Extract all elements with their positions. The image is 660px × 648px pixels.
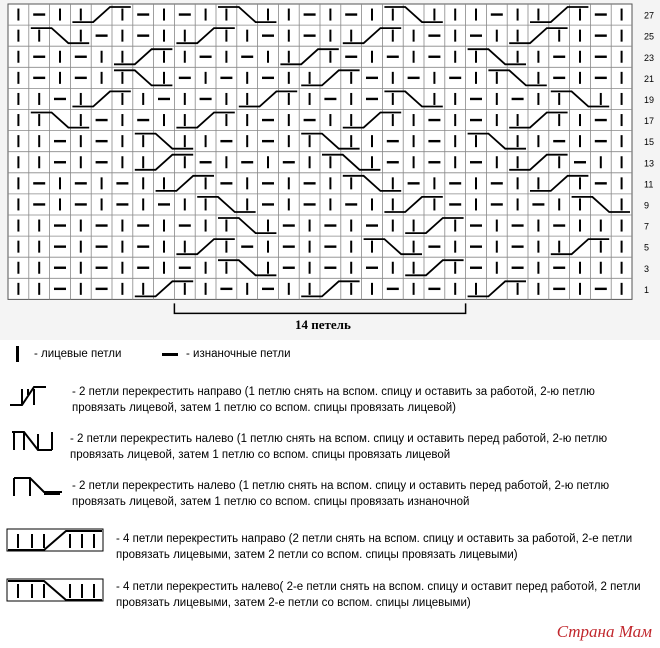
- legend-item-4-text: - 4 петли перекрестить направо (2 петли снять на вспом. спицу и оставить за работой, 2-е петли провязать лицевыми, затем 2 петли со вспом. спицы провязать лицевыми): [116, 533, 633, 561]
- repeat-bracket: [174, 303, 465, 313]
- cross-2-right-icon: [8, 381, 48, 414]
- row-number: 7: [644, 221, 650, 232]
- row-number: 9: [644, 200, 650, 211]
- purl-stitch-icon: [162, 353, 178, 356]
- width-label: 14 петель: [295, 317, 351, 332]
- row-number: 13: [644, 158, 655, 169]
- row-number: 15: [644, 137, 655, 148]
- row-number: 1: [644, 284, 650, 295]
- legend-item-1-text: - 2 петли перекрестить направо (1 петлю снять на вспом. спицу и оставить за работой, 2-ю петлю провязать лицевой, затем 1 петлю со вспом. спицы провязать лицевой): [72, 386, 595, 414]
- watermark: Страна Мам: [556, 622, 652, 641]
- row-number: 17: [644, 116, 655, 127]
- row-number: 11: [644, 179, 654, 190]
- cross-2-left-icon: [8, 428, 58, 459]
- cross-4-left-icon: [6, 578, 106, 609]
- row-number: 5: [644, 242, 650, 253]
- legend-item-3-text: - 2 петли перекрестить налево (1 петлю снять на вспом. спицу и оставить перед работой, 2-ю петлю провязать лицевой, затем 1 петлю со вспом. спицы провязать изнаночной: [72, 480, 610, 508]
- knit-stitch-icon: [16, 346, 19, 362]
- legend-item-2-text: - 2 петли перекрестить налево (1 петлю снять на вспом. спицу и оставить перед работой, 2-ю петлю провязать лицевой, затем 1 петлю со вспом. спицы провязать лицевой: [70, 433, 608, 461]
- cross-2-left-purl-icon: [8, 474, 66, 505]
- purl-label: - изнаночные петли: [186, 348, 291, 360]
- knit-label: - лицевые петли: [34, 348, 122, 360]
- cross-4-right-icon: [6, 528, 106, 559]
- row-number: 27: [644, 10, 655, 21]
- row-number: 3: [644, 263, 650, 274]
- row-number: 23: [644, 52, 655, 63]
- legend-basic: [0, 346, 660, 364]
- row-number: 21: [644, 73, 655, 84]
- row-number: 25: [644, 31, 655, 42]
- row-number: 19: [644, 94, 655, 105]
- legend-item-5-text: - 4 петли перекрестить налево( 2-е петли снять на вспом. спицу и оставит перед работой, 2 петли провязать лицевыми, затем 2-е петли со вспом. спицы лицевыми): [116, 581, 641, 609]
